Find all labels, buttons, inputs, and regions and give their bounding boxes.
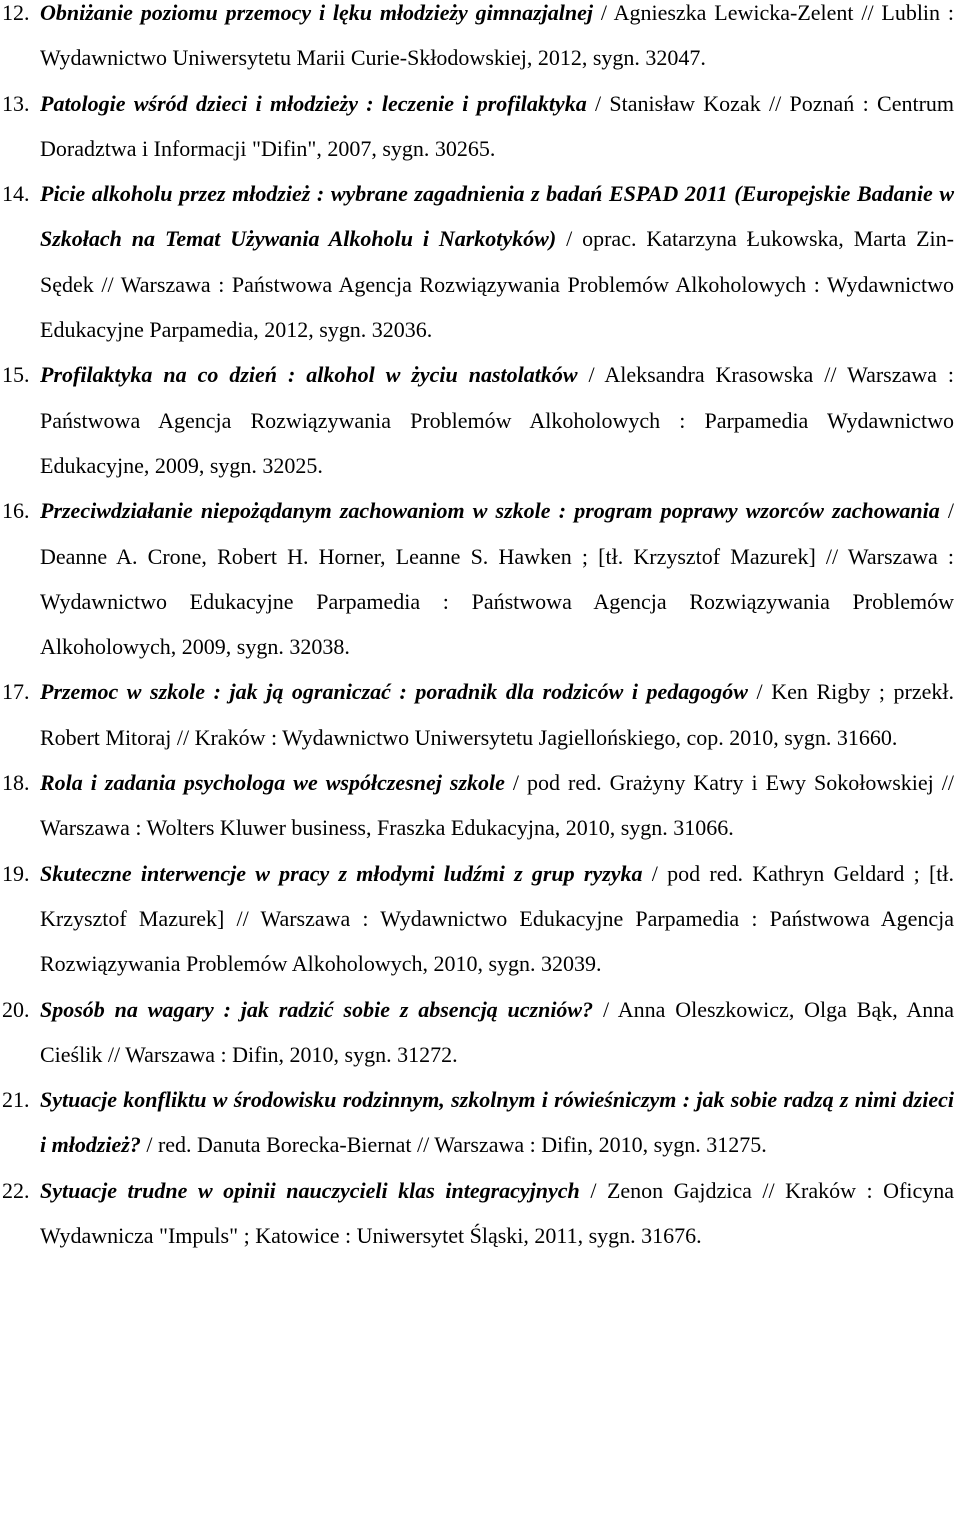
- entry-title: Obniżanie poziomu przemocy i lęku młodzieży gimnazjalnej: [40, 0, 594, 25]
- entry-number: 15.: [2, 362, 30, 388]
- entry-details: / Ken Rigby ; przekł. Robert Mitoraj // Kraków : Wydawnictwo Uniwersytetu Jagiellońskiego, cop. 2010, sygn. 31660.: [40, 679, 954, 750]
- list-item: [0, 760, 960, 851]
- entry-number: 18.: [2, 770, 30, 796]
- entry-details: / oprac. Katarzyna Łukowska, Marta Zin-Sędek // Warszawa : Państwowa Agencja Rozwiązywania Problemów Alkoholowych : Wydawnictwo Edukacyjne Parpamedia, 2012, sygn. 32036.: [40, 226, 954, 343]
- entry-title: Rola i zadania psychologa we współczesnej szkole: [40, 770, 505, 796]
- list-item: [0, 1077, 960, 1168]
- list-item: [0, 669, 960, 760]
- entry-details: / Agnieszka Lewicka-Zelent // Lublin : Wydawnictwo Uniwersytetu Marii Curie-Skłodowskiej, 2012, sygn. 32047.: [40, 0, 954, 71]
- entry-number: 22.: [2, 1177, 30, 1203]
- entry-title: Sytuacje konfliktu w środowisku rodzinnym, szkolnym i rówieśniczym : jak sobie radzą z nimi dzieci i młodzież?: [40, 1087, 954, 1158]
- entry-number: 16.: [2, 498, 30, 524]
- list-item: [0, 1168, 960, 1259]
- entry-number: 14.: [2, 181, 30, 207]
- entry-details: / red. Danuta Borecka-Biernat // Warszawa : Difin, 2010, sygn. 31275.: [140, 1132, 767, 1158]
- list-item: [0, 352, 960, 488]
- entry-details: / Aleksandra Krasowska // Warszawa : Państwowa Agencja Rozwiązywania Problemów Alkoholowych : Parpamedia Wydawnictwo Edukacyjne, 2009, sygn. 32025.: [40, 362, 954, 478]
- list-item: [0, 987, 960, 1078]
- entry-title: Przemoc w szkole : jak ją ograniczać : poradnik dla rodziców i pedagogów: [40, 679, 748, 705]
- entry-details: / Zenon Gajdzica // Kraków : Oficyna Wydawnicza "Impuls" ; Katowice : Uniwersytet Śląski, 2011, sygn. 31676.: [40, 1177, 954, 1249]
- list-item: [0, 851, 960, 987]
- entry-title: Profilaktyka na co dzień : alkohol w życiu nastolatków: [40, 362, 578, 388]
- list-item: [0, 171, 960, 352]
- entry-details: / Anna Oleszkowicz, Olga Bąk, Anna Cieślik // Warszawa : Difin, 2010, sygn. 31272.: [40, 996, 954, 1067]
- entry-details: / pod red. Kathryn Geldard ; [tł. Krzysztof Mazurek] // Warszawa : Wydawnictwo Edukacyjne Parpamedia : Państwowa Agencja Rozwiązywania Problemów Alkoholowych, 2010, sygn. 32039.: [40, 860, 955, 977]
- entry-title: Patologie wśród dzieci i młodzieży : leczenie i profilaktyka: [40, 90, 587, 116]
- entry-title: Przeciwdziałanie niepożądanym zachowaniom w szkole : program poprawy wzorców zachowania: [40, 498, 940, 524]
- entry-details: / pod red. Grażyny Katry i Ewy Sokołowskiej // Warszawa : Wolters Kluwer business, Fraszka Edukacyjna, 2010, sygn. 31066.: [40, 770, 954, 841]
- list-item: [0, 0, 960, 81]
- entry-title: Picie alkoholu przez młodzież : wybrane zagadnienia z badań ESPAD 2011 (Europejskie Badanie w Szkołach na Temat Używania Alkoholu i Narkotyków): [40, 181, 954, 252]
- list-item: [0, 488, 960, 669]
- entry-number: 12.: [2, 0, 30, 25]
- entry-details: / Stanisław Kozak // Poznań : Centrum Doradztwa i Informacji "Difin", 2007, sygn. 30265.: [40, 90, 955, 161]
- entry-details: / Deanne A. Crone, Robert H. Horner, Leanne S. Hawken ; [tł. Krzysztof Mazurek] // Warszawa : Wydawnictwo Edukacyjne Parpamedia : Państwowa Agencja Rozwiązywania Problemów Alkoholowych, 2009, sygn. 32038.: [40, 498, 954, 660]
- entry-title: Skuteczne interwencje w pracy z młodymi ludźmi z grup ryzyka: [40, 860, 643, 886]
- entry-title: Sposób na wagary : jak radzić sobie z absencją uczniów?: [40, 996, 594, 1022]
- entry-number: 17.: [2, 679, 30, 705]
- list-item: [0, 81, 960, 172]
- entry-number: 21.: [2, 1087, 30, 1113]
- entry-number: 13.: [2, 90, 30, 116]
- entry-number: 19.: [2, 860, 30, 886]
- entry-number: 20.: [2, 996, 30, 1022]
- entry-title: Sytuacje trudne w opinii nauczycieli klas integracyjnych: [40, 1177, 580, 1203]
